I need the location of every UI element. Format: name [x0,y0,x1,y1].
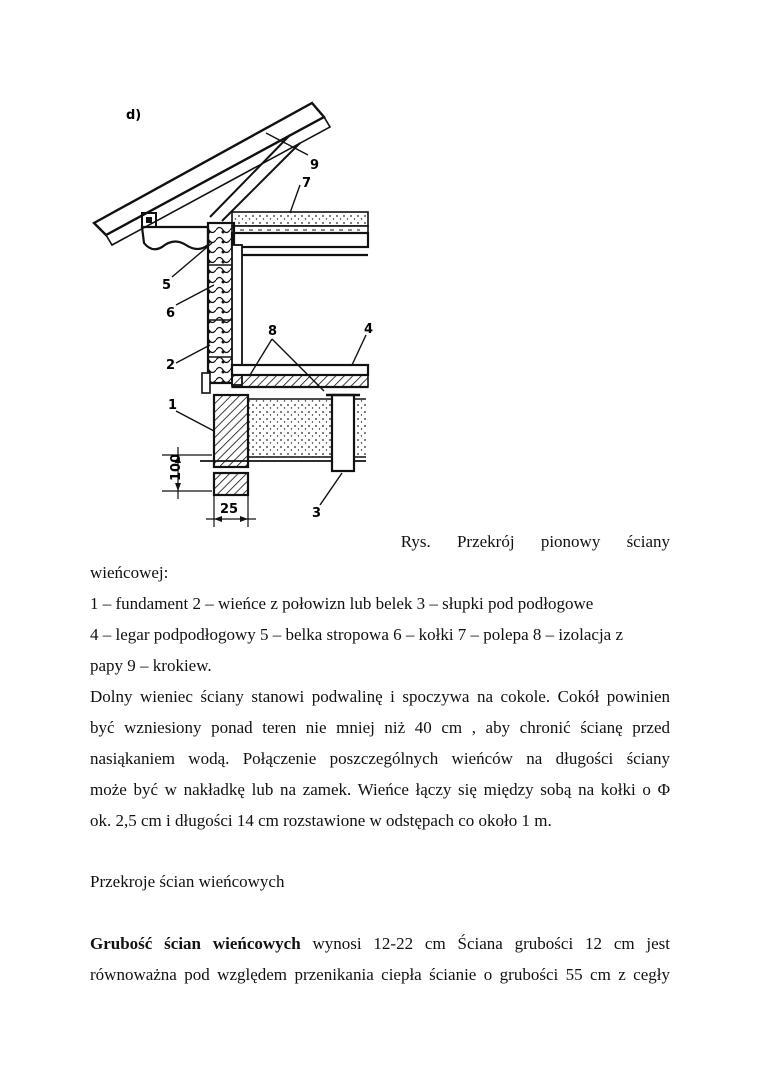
dimension-width-label: 25 [220,502,239,517]
paragraph2-line-1 [90,928,670,959]
callout-8: 8 [268,324,278,339]
paragraph2-bold-lead: Grubość ścian wieńcowych [90,934,301,953]
callout-9: 9 [310,158,320,173]
paragraph1-line-2: być wzniesiony ponad teren nie mniej niż 40 cm , aby chronić ścianę przed [90,718,670,737]
caption-line-2: wieńcowej: [90,563,169,582]
figure-caption-first-line [90,526,670,557]
figure-panel-label: d) [126,108,142,123]
callout-7: 7 [302,176,312,191]
callout-2: 2 [166,358,176,373]
caption-line-4: 4 – legar podpodłogowy 5 – belka stropowa 6 – kołki 7 – polepa 8 – izolacja z [90,625,624,644]
figure-caption [90,557,670,681]
callout-6: 6 [166,306,176,321]
caption-line-5: papy 9 – krokiew. [90,656,212,675]
callout-4: 4 [364,322,374,337]
paragraph-foundation [90,681,670,836]
paragraph1-line-3: nasiąkaniem wodą. Połączenie poszczególnych wieńców na długości ściany [90,749,670,768]
floor-post [326,395,360,471]
callout-5: 5 [162,278,172,293]
paragraph1-line-5: ok. 2,5 cm i długości 14 cm rozstawione w odstępach co około 1 m. [90,811,552,830]
wall-section-drawing [90,95,380,535]
caption-line-3: 1 – fundament 2 – wieńce z połowizn lub belek 3 – słupki pod podłogowe [90,594,594,613]
section-subtitle: Przekroje ścian wieńcowych [90,872,285,891]
paragraph2-line-1-rest: wynosi 12-22 cm Ściana grubości 12 cm jest [300,934,671,953]
dimension-height-label: 100 [169,453,184,481]
callout-3: 3 [312,506,322,521]
paragraph2-line-2: równoważna pod względem przenikania ciepła ścianie o grubości 55 cm z cegły [90,965,670,984]
paragraph1-line-1: Dolny wieniec ściany stanowi podwalinę i spoczywa na cokole. Cokół powinien [90,687,670,706]
eave-detail [142,213,208,249]
caption-line-1: Rys. Przekrój pionowy ściany [400,532,670,551]
ceiling-layers [232,212,368,255]
paragraph-thickness [90,928,670,990]
callout-1: 1 [168,398,178,413]
paragraph1-line-4: może być w nakładkę lub na zamek. Wieńce łączy się między sobą na kołki o Φ [90,780,670,799]
floor-joist [232,365,368,387]
